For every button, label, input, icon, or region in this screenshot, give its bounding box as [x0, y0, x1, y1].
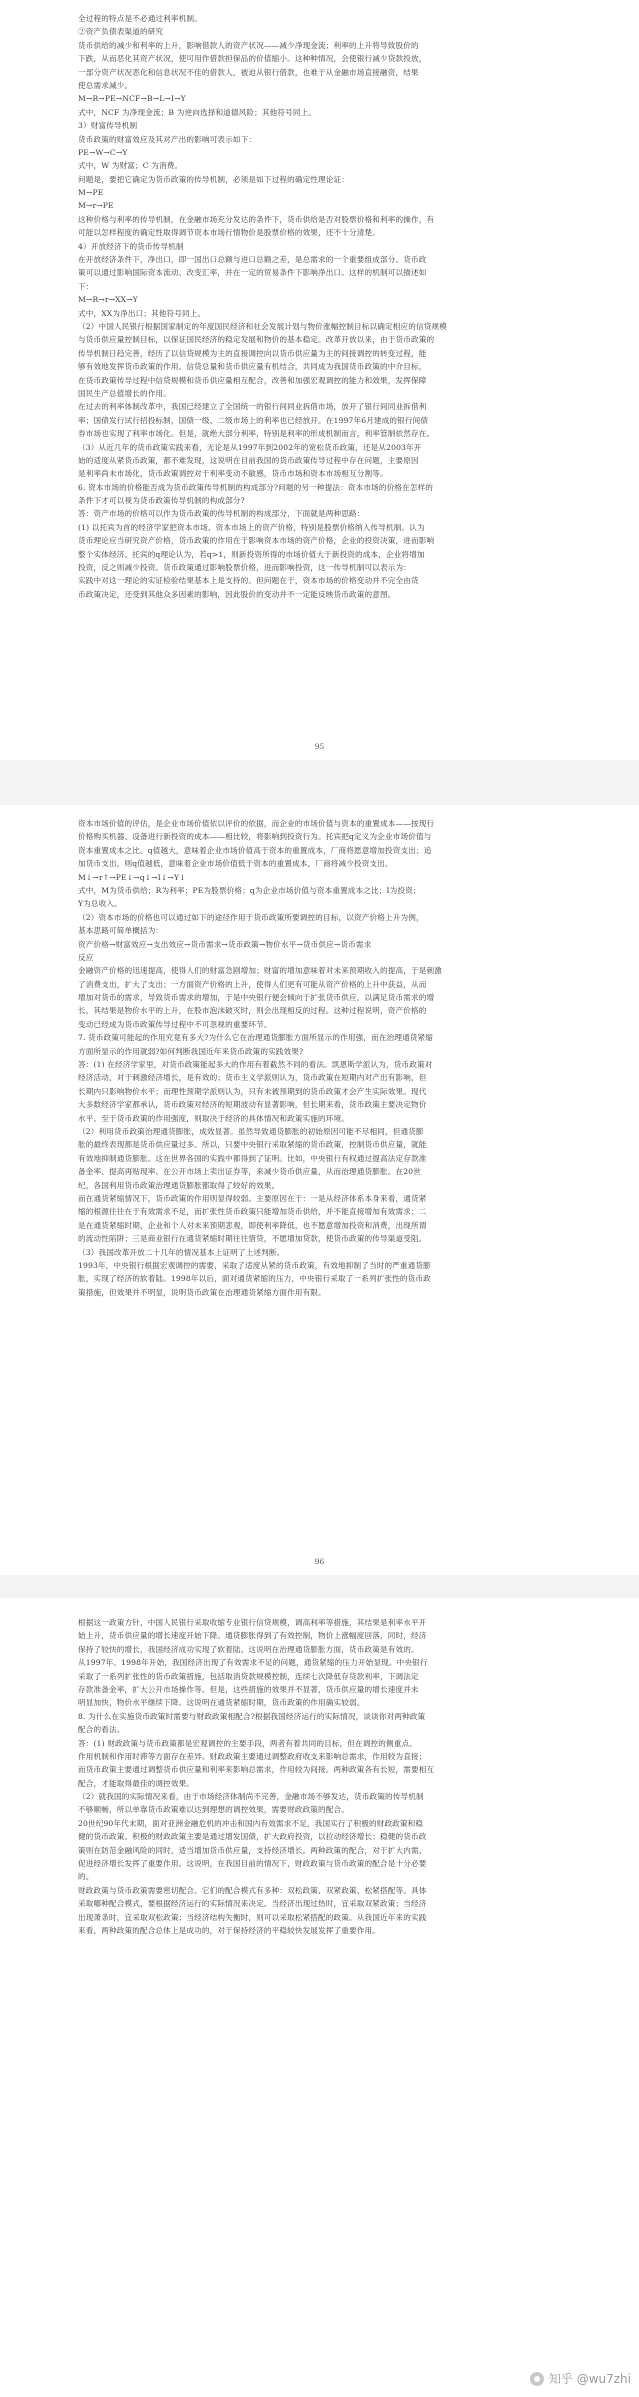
text-line: 货币理论应当研究资产价格，货币政策的作用在于影响资本市场的资产价格，企业的投资决策，进而影响 — [78, 536, 435, 546]
text-line: 传导机制日趋完善，经历了以信贷规模为主的直接调控向以货币供应量为主的间接调控的转变过程，能 — [78, 348, 427, 358]
text-line: M↓→r↑→PE↓→q↓→I↓→Y↓ — [78, 872, 186, 882]
text-line: M→r→PE — [78, 201, 114, 211]
text-line: 式中，M为货币供给；R为利率；PE为股票价格；q为企业市场价值与资本重置成本之比；I为投资； — [78, 885, 421, 895]
text-line: 4）开放经济下的货币传导机制 — [78, 241, 184, 251]
text-line: 健的货币政策。积极的财政政策主要是通过增发国债，扩大政府投资，以拉动经济增长；稳健的货币政 — [78, 1832, 427, 1842]
text-line: 变动已经成为货币政策传导过程中不可忽视的重要环节。 — [78, 1019, 272, 1029]
text-line: 3）财富传导机制 — [78, 121, 138, 131]
text-line: 作用机制和作用时滞等方面存在差异。财政政策主要通过调整政府收支来影响总需求，作用较为直接； — [78, 1751, 427, 1761]
text-line: 的。 — [78, 1872, 94, 1882]
text-line: 使总需求减少。 — [78, 80, 133, 90]
text-line: 策措施，但效果并不明显，说明货币政策在治理通货紧缩方面作用有限。 — [78, 1287, 326, 1297]
text-line: 资本重置成本之比。q值越大，意味着企业市场价值高于资本的重置成本，厂商将愿意增加投资支出；追 — [78, 845, 432, 855]
text-line: 方面所显示的作用就弱?如何判断我国近年来货币政策的实践效果? — [78, 1046, 304, 1056]
text-line: 货币供给的减少和利率的上升，影响借款人的资产状况——减少净现金流；利率的上升将导致股价的 — [78, 40, 419, 50]
text-line: 长期内只影响物价水平；而理性预期学派则认为，只有未被预期到的货币政策才会产生实际效果。现代 — [78, 1086, 427, 1096]
text-line: 备金率、提高再贴现率、在公开市场上卖出证券等，来减少货币供应量，从而治理通货膨胀。在20世 — [78, 1167, 421, 1177]
page-number: 96 — [314, 1557, 325, 1566]
text-line: 明显加快，物价水平继续下降。这说明在通货紧缩时期，货币政策的作用确实较弱。 — [78, 1698, 365, 1708]
text-line: 不够顺畅，所以单靠货币政策难以达到理想的调控效果，需要财政政策的配合。 — [78, 1805, 350, 1815]
text-line: 而在通货紧缩情况下，货币政策的作用则显得较弱。主要原因在于：一是从经济体系本身来看，通货紧 — [78, 1193, 427, 1203]
page-3-text — [78, 1616, 568, 1937]
text-line: 是在通货紧缩时期，企业和个人对未来预期悲观，即使利率降低，也不愿意增加投资和消费，出现所谓 — [78, 1220, 427, 1230]
page-gap — [0, 1575, 639, 1598]
text-line: 水平。至于货币政策的作用强度，则取决于经济的具体情况和政策实施的环境。 — [78, 1113, 350, 1123]
text-line: 在货币政策传导过程中信贷规模和货币供应量相互配合，改善和加强宏观调控的能力和效果，发挥保障 — [78, 375, 427, 385]
text-line: 价格购买机器、设备进行新投资的成本——相比较，将影响到投资行为。托宾把q定义为企业市场价值与 — [78, 832, 432, 842]
text-line: 策可以通过影响国际资本流动、改变汇率，并在一定的贸易条件下影响净出口。这样的机制可以描述如 — [78, 268, 427, 278]
text-line: （2）就我国的实际情况来看，由于市场经济体制尚不完善，金融市场不够发达，货币政策的传导机制 — [78, 1792, 424, 1802]
text-line: 率；国债发行试行招投标制，国债一级、二级市场上的利率也已经放开。在1997年6月建成的银行间债 — [78, 415, 429, 425]
text-line: 加货币支出，则q值越低，意味着企业市场价值低于资本的重置成本，厂商将减少投资支出。 — [78, 859, 393, 869]
text-line: 经济活动，对于刺激经济增长，是有效的；货币主义学派则认为，货币政策在短期内对产出有影响，但 — [78, 1073, 427, 1083]
text-line: 增加对货币的需求，导致货币需求的增加，于是中央银行便会倾向于扩张货币供应，以满足货币需求的增 — [78, 993, 435, 1003]
text-line: 式中，XX为净出口；其他符号同上。 — [78, 308, 206, 318]
text-line: 缩的根源往往在于有效需求不足，而扩张性货币政策只能增加货币供给，并不能直接增加有效需求；二 — [78, 1207, 427, 1217]
text-line: （3）从近几年的货币政策实践来看，无论是从1997年到2002年的宽松货币政策，还是从2003年开 — [78, 442, 422, 452]
text-line: 券市场也实现了利率市场化。但是，就绝大部分利率，特别是利率的形成机制而言，利率管制依然存在。 — [78, 429, 435, 439]
text-line: 货币政策的财富效应及其对产出的影响可表示如下： — [78, 134, 257, 144]
text-line: 国民生产总值增长的作用。 — [78, 388, 171, 398]
text-line: 1993年，中央银行根据宏观调控的需要，采取了适度从紧的货币政策，有效地抑制了当时的严重通货膨 — [78, 1260, 431, 1270]
text-line: 大多数经济学家都承认，货币政策对经济的短期波动有显著影响，但长期来看，货币政策主要决定物价 — [78, 1100, 427, 1110]
text-line: ②资产负债表渠道的研究 — [78, 27, 164, 37]
text-line: (1) 以托宾为首的经济学家把资本市场、资本市场上的资产价格，特别是股票价格纳入传导机制。认为 — [78, 522, 425, 532]
page-gap — [0, 760, 639, 805]
text-line: 答：(1) 在经济学家里，对货币政策能起多大的作用有着截然不同的看法。凯恩斯学派认为，货币政策对 — [78, 1060, 433, 1070]
text-line: （2）中国人民银行根据国家制定的年度国民经济和社会发展计划与物价涨幅控制目标以确定相应的信贷规模 — [78, 321, 447, 331]
text-line: 长，其结果是物价水平的上升，在股市泡沫破灭时，则会出现相反的过程。这种过程说明，资产价格的 — [78, 1006, 427, 1016]
text-line: 配合的看法。 — [78, 1725, 125, 1735]
text-line: Y为总收入。 — [78, 899, 122, 909]
watermark — [530, 2370, 631, 2387]
text-line: 一部分资产状况恶化和信息状况不佳的借款人，被迫从银行借款，也难于从金融市场直接融资，结果 — [78, 67, 419, 77]
text-line: 胀的最终表现都是货币供应量过多。所以，只要中央银行采取紧缩的货币政策，控制货币供应量，就能 — [78, 1140, 427, 1150]
text-line: 根据这一政策方针，中国人民银行采取收缩专业银行信贷规模，调高利率等措施，其结果是利率水平开 — [78, 1618, 427, 1627]
text-line: （2）利用货币政策治理通货膨胀，成效显著。虽然导致通货膨胀的初始原因可能不尽相同，但通货膨 — [78, 1126, 424, 1136]
text-line: 在过去的利率体制改革中，我国已经建立了全国统一的银行间同业拆借市场，放开了银行间同业拆借利 — [78, 402, 427, 412]
text-line: 从1997年、1998年开始，我国经济出现了有效需求不足的问题，通货紧缩的压力开始显现。中央银行 — [78, 1658, 428, 1668]
text-line: 条件下才可以视为货币政策传导机制的构成部分? — [78, 496, 245, 506]
text-line: 促进经济增长发挥了重要作用。这说明，在我国目前的情况下，财政政策与货币政策的配合是十分必要 — [78, 1859, 427, 1869]
text-line: 6. 资本市场的价格能否成为货币政策传导机制的构成部分?问题的另一种提法：资本市场的价格在怎样的 — [78, 482, 434, 492]
text-line: 在开放经济条件下，净出口，即一国出口总额与进口总额之差，是总需求的一个重要组成部分。货币政 — [78, 255, 427, 265]
text-line: 来看，两种政策的配合总体上是成功的，对于保持经济的平稳较快发展发挥了重要作用。 — [78, 1925, 381, 1935]
text-line: 资本市场价值的评估，是企业市场价值依以评价的依据，而企业的市场价值与资本的重置成本——按现行 — [78, 819, 435, 828]
document-page-3 — [0, 1598, 639, 2397]
text-line: 的流动性陷阱；三是商业银行在通货紧缩时期往往惜贷，不愿增加贷款，使货币政策的传导渠道受阻。 — [78, 1234, 427, 1244]
text-line: （3）我国改革开放二十几年的情况基本上证明了上述判断。 — [78, 1247, 285, 1257]
text-line: 20世纪90年代末期，面对亚洲金融危机的冲击和国内有效需求不足，我国实行了积极的财政政策和稳 — [78, 1818, 424, 1828]
text-line: 了消费支出，扩大了支出；一方面资产价格的上升，使得人们更有可能从资产价格的上升中获益，从而 — [78, 979, 427, 989]
text-line: 下： — [78, 281, 94, 291]
text-line: PE→W→C→Y — [78, 147, 128, 157]
text-line: 策则在防范金融风险的同时，适当增加货币供应量，支持经济增长。两种政策的配合，对于扩大内需、 — [78, 1845, 427, 1855]
text-line: 胀，实现了经济的软着陆。1998年以后，面对通货紧缩的压力，中央银行采取了一系列扩张性的货币政 — [78, 1274, 431, 1284]
text-line: 是利率尚未市场化，货币政策调控对于利率变动不敏感，货币市场和资本市场相互分割等。 — [78, 469, 388, 479]
text-line: 与货币供应量控制目标，以保证国民经济的稳定发展和物价的基本稳定。改革开放以来，由于货币政策的 — [78, 335, 435, 345]
document-page-2 — [0, 805, 639, 1575]
page-1-text — [78, 12, 568, 601]
text-line: 问题是，要把它确定为货币政策的传导机制，必须是如下过程的确定性理论证： — [78, 174, 350, 184]
text-line: 财政政策与货币政策需要密切配合。它们的配合模式有多种：双松政策、双紧政策、松紧搭配等。具体 — [78, 1885, 427, 1895]
text-line: 反应 — [78, 952, 94, 962]
text-line: 7. 货币政策可能起的作用究竟有多大?为什么它在治理通货膨胀方面所显示的作用强，而在治理通货紧缩 — [78, 1033, 434, 1043]
text-line: 资产价格→财富效应→支出效应→货币需求→货币政策→物价水平→货币供应→货币需求 — [78, 939, 372, 949]
text-line: 实践中对这一理论的实证检验结果基本上是支持的。但问题在于，资本市场的价格变动并不完全由货 — [78, 576, 419, 586]
document-page-1 — [0, 0, 639, 760]
text-line: 下跌，从而恶化其资产状况，使可用作借款担保品的价值缩小。这种种情况，会使银行减少贷款投放， — [78, 54, 427, 64]
text-line: 有效地抑制通货膨胀。这在世界各国的实践中都得到了证明。比如，中央银行有权通过提高法定存款准 — [78, 1153, 427, 1163]
text-line: 出现萧条时，宜采取双松政策；当经济结构失衡时，则可以采取松紧搭配的政策。从我国近年来的实践 — [78, 1912, 427, 1922]
page-number: 95 — [314, 742, 325, 751]
text-line: 保持了较快的增长，我国经济成功实现了软着陆。这说明在治理通货膨胀方面，货币政策是有效的。 — [78, 1644, 419, 1654]
text-line: 采取哪种配合模式，要根据经济运行的实际情况来决定。当经济出现过热时，宜采取双紧政策；当经济 — [78, 1899, 427, 1909]
text-line: 币政策决定，还受到其他众多因素的影响，因此股价的变动并不一定能反映货币政策的意图。 — [78, 589, 396, 599]
text-line: 而货币政策主要通过调整货币供应量和利率来影响总需求，作用较为间接。两种政策各有长短，需要相互 — [78, 1765, 435, 1775]
text-line: 采取了一系列扩张性的货币政策措施，包括取消贷款规模控制，连续七次降低存贷款利率，下调法定 — [78, 1671, 419, 1681]
text-line: 投资，反之则减少投资。货币政策通过影响股票价格，进而影响投资，这一传导机制可以表示为： — [78, 563, 411, 573]
watermark-text: 知乎 @wu7zhi — [548, 2372, 631, 2386]
text-line: M→R→r→XX→Y — [78, 295, 138, 305]
text-line: 可能以怎样程度的确定性取得调节资本市场行情物价是股票价格的效果，还不十分清楚。 — [78, 228, 381, 238]
text-line: M→PE — [78, 188, 104, 198]
text-line: 够有效地发挥货币政策的作用。信贷总量和货币供应量有机结合，共同成为我国货币政策的中介目标， — [78, 362, 427, 372]
text-line: 8. 为什么在实施货币政策时需要与财政政策相配合?根据我国经济运行的实际情况，谈谈你对两种政策 — [78, 1711, 426, 1721]
text-line: 答：(1) 财政政策与货币政策都是宏观调控的主要手段，两者有着共同的目标，但在调控的侧重点、 — [78, 1738, 418, 1748]
text-line: M→R→PE→NCF→B→L→I→Y — [78, 94, 186, 104]
zhihu-icon — [530, 2372, 544, 2386]
text-line: 配合，才能取得最佳的调控效果。 — [78, 1778, 195, 1788]
text-line: 式中，NCF 为净现金流；B 为逆向选择和道德风险；其他符号同上。 — [78, 107, 317, 117]
page-2-text — [78, 817, 568, 1299]
text-line: 式中，W 为财富；C 为消费。 — [78, 161, 183, 171]
text-line: 始的适度从紧货币政策，都不难发现，这说明在目前我国的货币政策传导过程中存在问题，主要原因 — [78, 455, 419, 465]
text-line: 这种价格与利率的传导机制，在金融市场充分发达的条件下，货币供给是否对股票价格和利率的操作，有 — [78, 214, 435, 224]
text-line: 基本思路可简单概括为： — [78, 926, 164, 936]
text-line: 整个实体经济。托宾的q理论认为，若q>1，则新投资所得的市场价值大于新投资的成本，企业将增加 — [78, 549, 425, 559]
text-line: 全过程的特点是不必通过利率机制。 — [78, 14, 202, 23]
text-line: 金融资产价格的迅速提高，使得人们的财富急剧增加；财富的增加意味着对未来预期收入的提高，于是刺激 — [78, 966, 442, 976]
text-line: 答：资产市场的价格可以作为货币政策的传导机制的构成部分，下面就是两种思路： — [78, 509, 365, 519]
text-line: 始上升，货币供应量的增长速度开始下降。通货膨胀得到了有效控制，物价上涨幅度回落，同时，经济 — [78, 1631, 427, 1641]
text-line: 存款准备金率，扩大公开市场操作等。但是，这些措施的效果并不显著，货币供应量的增长速度并未 — [78, 1684, 419, 1694]
text-line: 纪，各国利用货币政策治理通货膨胀都取得了较好的效果。 — [78, 1180, 280, 1190]
text-line: （2）资本市场的价格也可以通过如下的途径作用于货币政策所要调控的目标，以资产价格上升为例， — [78, 912, 424, 922]
